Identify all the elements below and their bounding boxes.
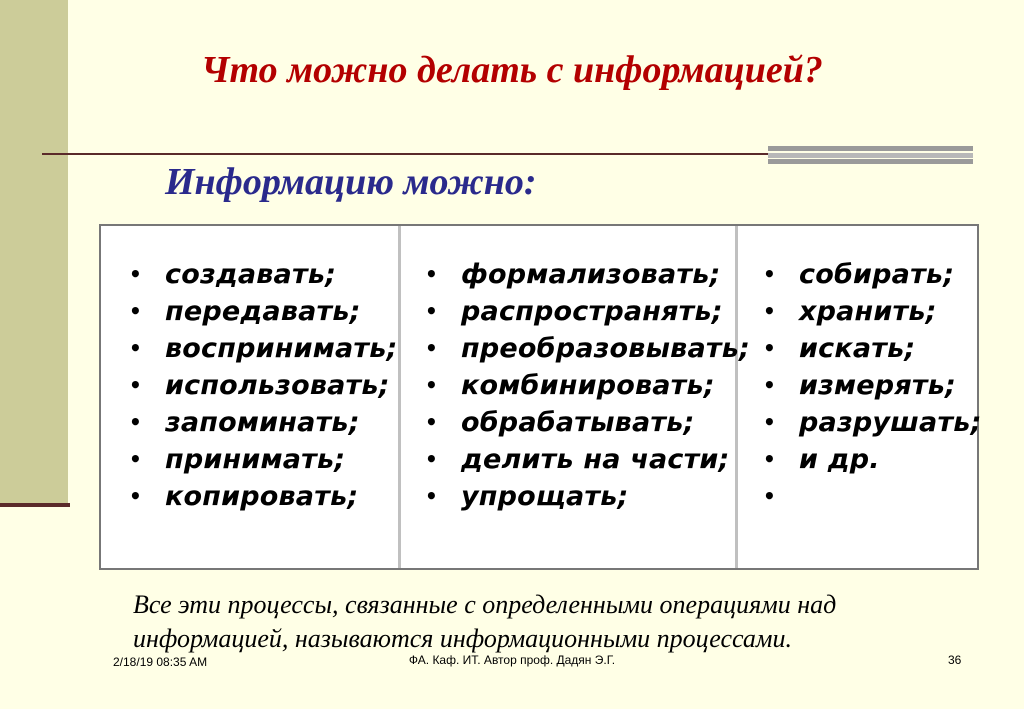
bullet-icon: •: [763, 262, 776, 286]
bullet-icon: •: [129, 410, 142, 434]
bullet-icon: •: [763, 447, 776, 471]
slide-title: Что можно делать с информацией?: [201, 49, 823, 91]
list-item: [763, 293, 982, 330]
bullet-icon: •: [129, 299, 142, 323]
bullet-icon: •: [763, 484, 776, 508]
list-item: [763, 404, 982, 441]
list-item: [129, 404, 398, 441]
list-item-text: воспринимать;: [165, 333, 398, 364]
bullet-icon: •: [425, 410, 438, 434]
list-item: [129, 367, 398, 404]
bullet-icon: •: [129, 336, 142, 360]
bullet-icon: •: [763, 336, 776, 360]
list-item: [425, 478, 750, 515]
bullet-icon: •: [425, 447, 438, 471]
list-item: [129, 330, 398, 367]
list-item-text: измерять;: [799, 370, 956, 401]
list-item: [763, 478, 982, 515]
list-item: [425, 367, 750, 404]
list-item-text: делить на части;: [461, 444, 730, 475]
bullet-icon: •: [425, 484, 438, 508]
bullet-icon: •: [425, 299, 438, 323]
list-item: [129, 293, 398, 330]
actions-column-2: [425, 256, 750, 515]
list-item: [425, 256, 750, 293]
slide-subtitle: Информацию можно:: [165, 161, 537, 203]
list-item: [129, 256, 398, 293]
bullet-icon: •: [425, 373, 438, 397]
actions-column-3: [763, 256, 982, 515]
column-divider: [398, 226, 401, 568]
bullet-icon: •: [425, 336, 438, 360]
footer-date: 2/18/19 08:35 AM: [113, 655, 208, 669]
list-item-text: разрушать;: [799, 407, 982, 438]
actions-column-1: [129, 256, 398, 515]
list-item-text: преобразовывать;: [461, 333, 751, 364]
list-item-text: запоминать;: [165, 407, 360, 438]
list-item-text: собирать;: [799, 259, 955, 290]
list-item-text: хранить;: [799, 296, 937, 327]
list-item: [425, 441, 750, 478]
bullet-icon: •: [763, 410, 776, 434]
bullet-icon: •: [129, 447, 142, 471]
list-item-text: принимать;: [165, 444, 346, 475]
list-item: [425, 404, 750, 441]
title-divider-line: [42, 153, 770, 155]
title-divider-stripes: [768, 146, 973, 164]
bullet-icon: •: [129, 484, 142, 508]
list-item-text: использовать;: [165, 370, 390, 401]
list-item: [763, 256, 982, 293]
list-item-text: формализовать;: [461, 259, 721, 290]
list-item-text: копировать;: [165, 481, 359, 512]
list-item-text: упрощать;: [461, 481, 629, 512]
bullet-icon: •: [129, 373, 142, 397]
list-item-text: искать;: [799, 333, 916, 364]
list-item-text: и др.: [799, 444, 880, 475]
left-bar-underline: [0, 503, 70, 507]
list-item: [129, 478, 398, 515]
list-item: [129, 441, 398, 478]
bullet-icon: •: [763, 373, 776, 397]
page-number: 36: [948, 653, 962, 667]
list-item: [425, 330, 750, 367]
footer-author: ФА. Каф. ИТ. Автор проф. Дадян Э.Г.: [408, 653, 616, 667]
bullet-icon: •: [425, 262, 438, 286]
bullet-icon: •: [129, 262, 142, 286]
summary-text: Все эти процессы, связанные с определенными операциями над информацией, называются информационными процессами.: [133, 590, 837, 653]
list-item: [763, 330, 982, 367]
list-item-text: передавать;: [165, 296, 361, 327]
list-item-text: распространять;: [461, 296, 723, 327]
list-item: [763, 441, 982, 478]
actions-table: [99, 224, 982, 570]
list-item-text: комбинировать;: [461, 370, 715, 401]
list-item: [763, 367, 982, 404]
list-item: [425, 293, 750, 330]
list-item-text: обрабатывать;: [461, 407, 695, 438]
bullet-icon: •: [763, 299, 776, 323]
list-item-text: создавать;: [165, 259, 337, 290]
